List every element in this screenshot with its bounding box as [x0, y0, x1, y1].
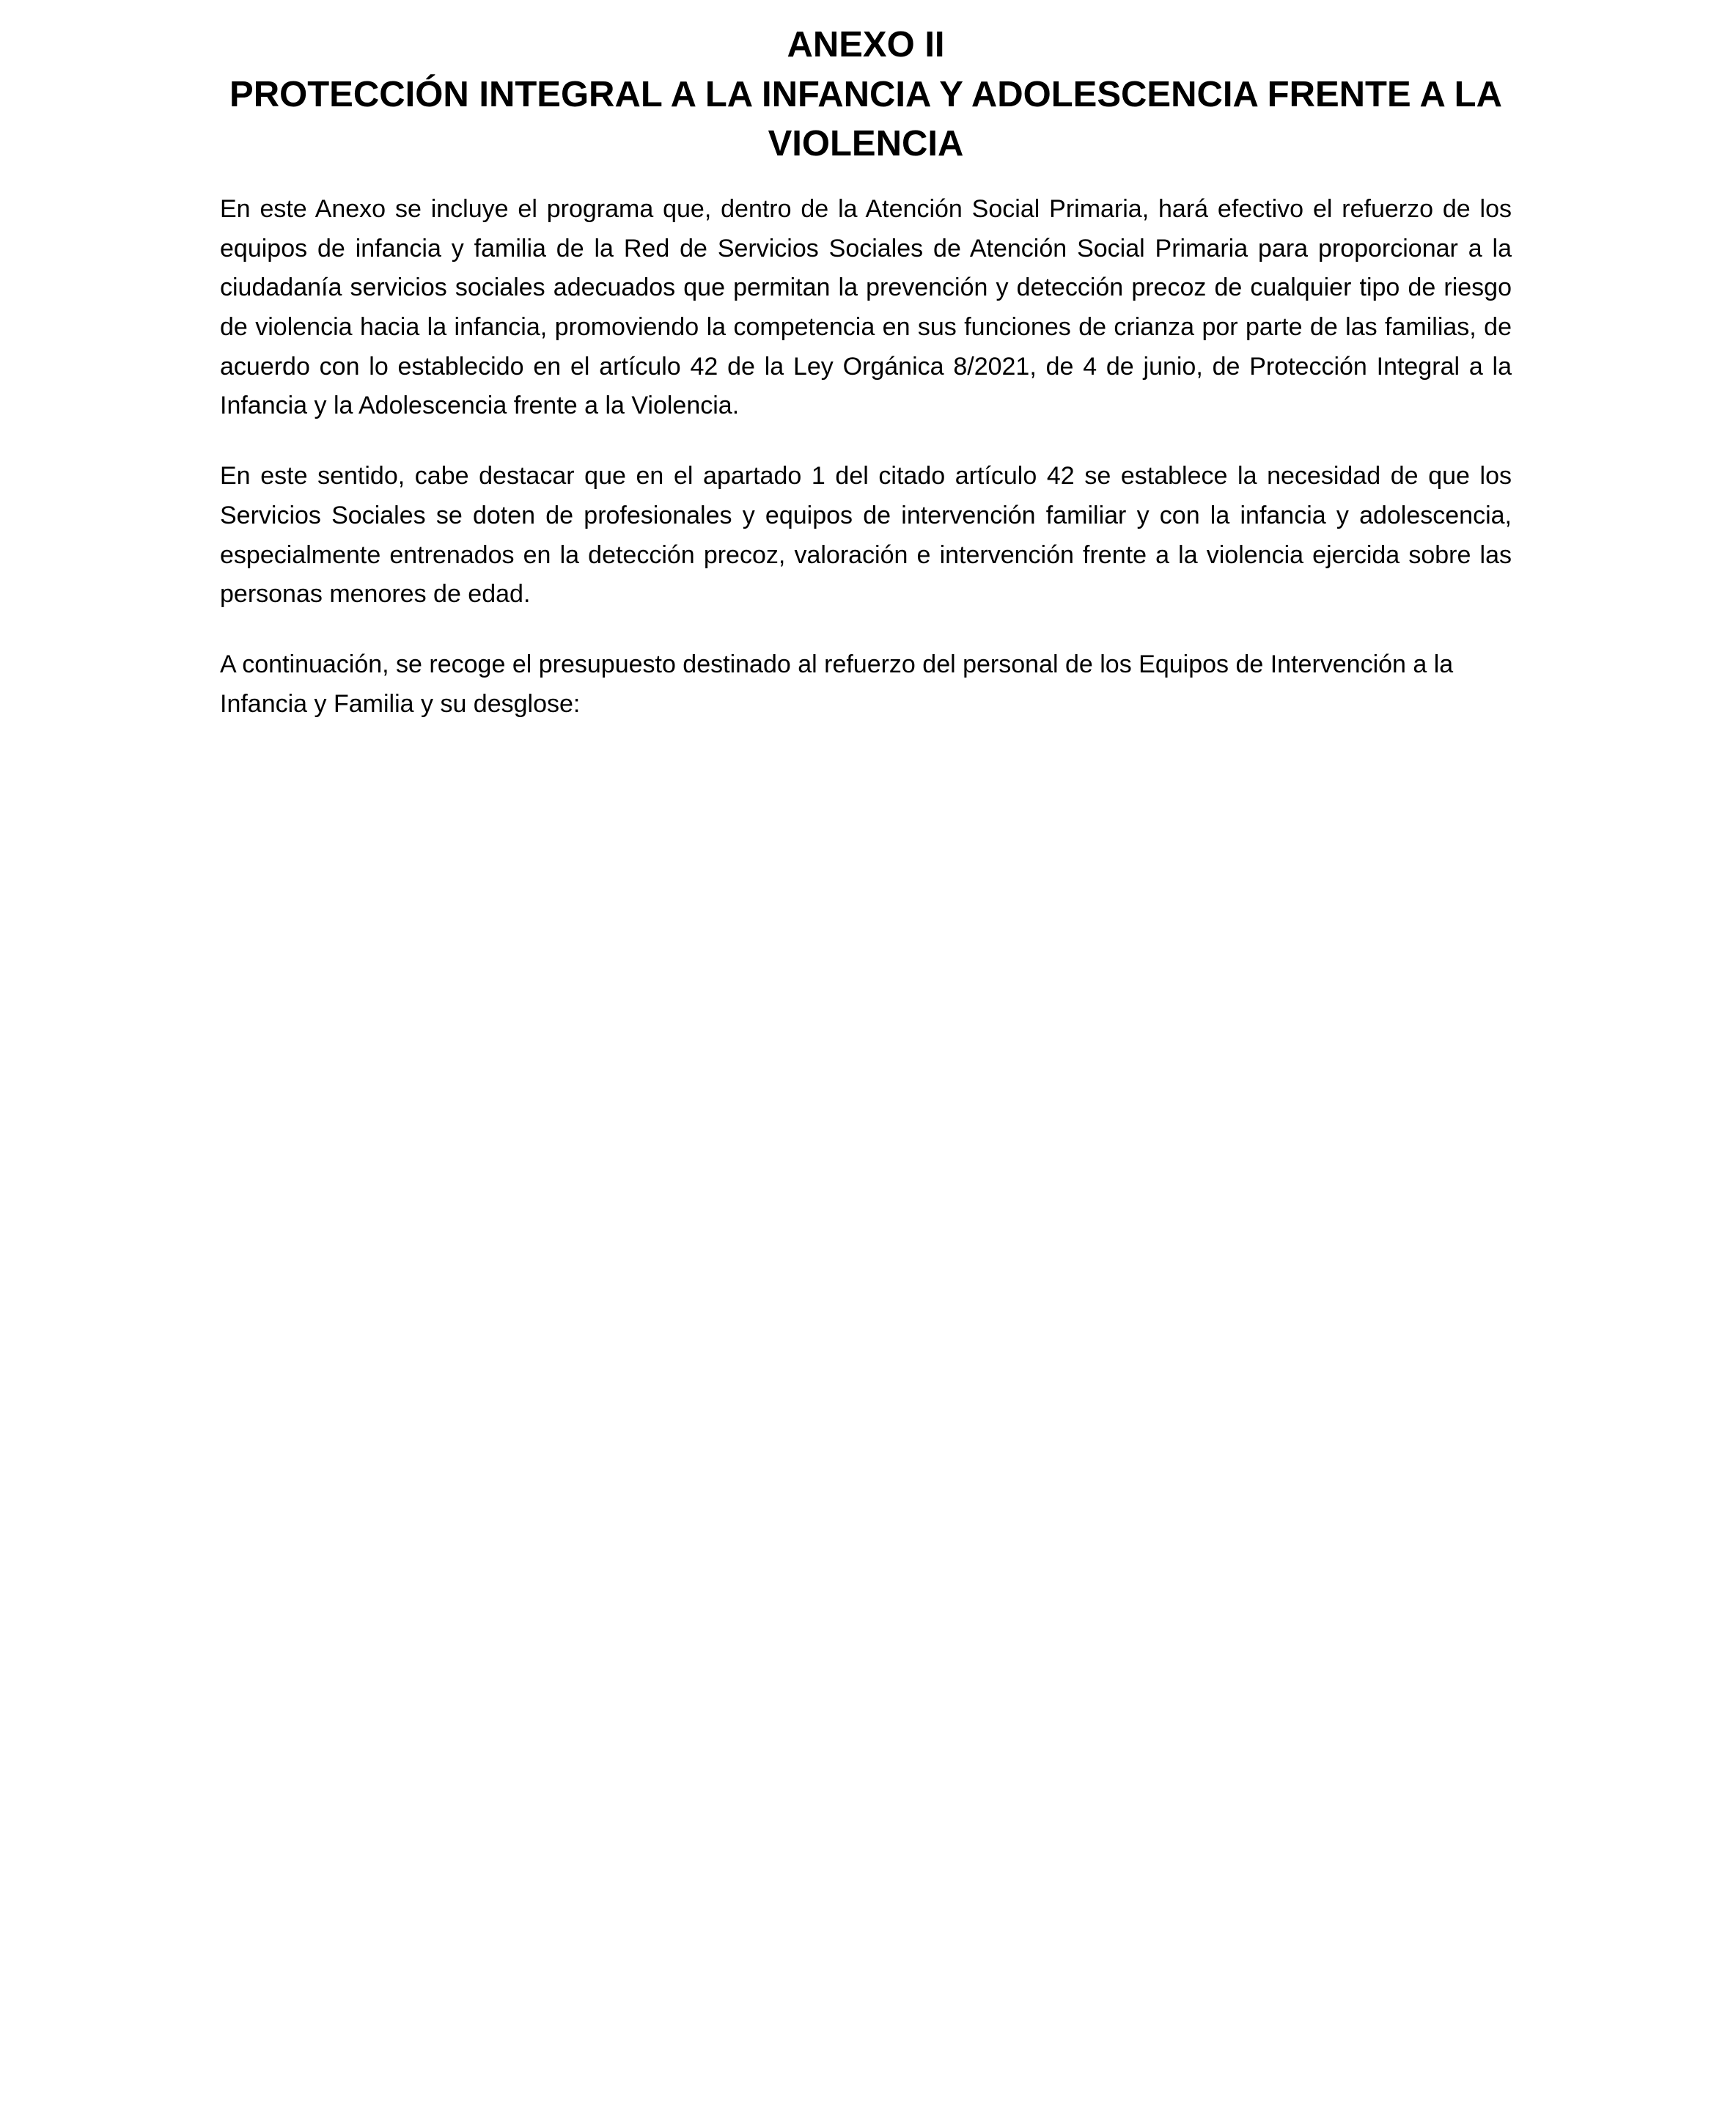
paragraph-budget-intro: A continuación, se recoge el presupuesto destinado al refuerzo del personal de los Equipos de Intervención a la Infancia y Familia y su desglose:: [220, 650, 1454, 718]
document-title: [220, 21, 1512, 169]
paragraph-intro: En este Anexo se incluye el programa que, dentro de la Atención Social Primaria, hará efectivo el refuerzo de los equipos de infancia y familia de la Red de Servicios Sociales de Atención Social Primaria para proporcionar a la ciudadanía servicios sociales adecuados que permitan la prevención y detección precoz de cualquier tipo de riesgo de violencia hacia la infancia, promoviendo la competencia en sus funciones de crianza por parte de las familias, de acuerdo con lo establecido en el artículo 42 de la Ley Orgánica 8/2021, de 4 de junio, de Protección Integral a la Infancia y la Adolescencia frente a la Violencia.: [220, 194, 1512, 420]
paragraph-article-42: En este sentido, cabe destacar que en el apartado 1 del citado artículo 42 se establece la necesidad de que los Servicios Sociales se doten de profesionales y equipos de intervención familiar y con la infancia y adolescencia, especialmente entrenados en la detección precoz, valoración e intervención frente a la violencia ejercida sobre las personas menores de edad.: [220, 462, 1512, 609]
document-title-main: PROTECCIÓN INTEGRAL A LA INFANCIA Y ADOLESCENCIA FRENTE A LA VIOLENCIA: [229, 74, 1502, 164]
document-body: [220, 190, 1512, 724]
document-title-annex: ANEXO II: [787, 25, 945, 65]
